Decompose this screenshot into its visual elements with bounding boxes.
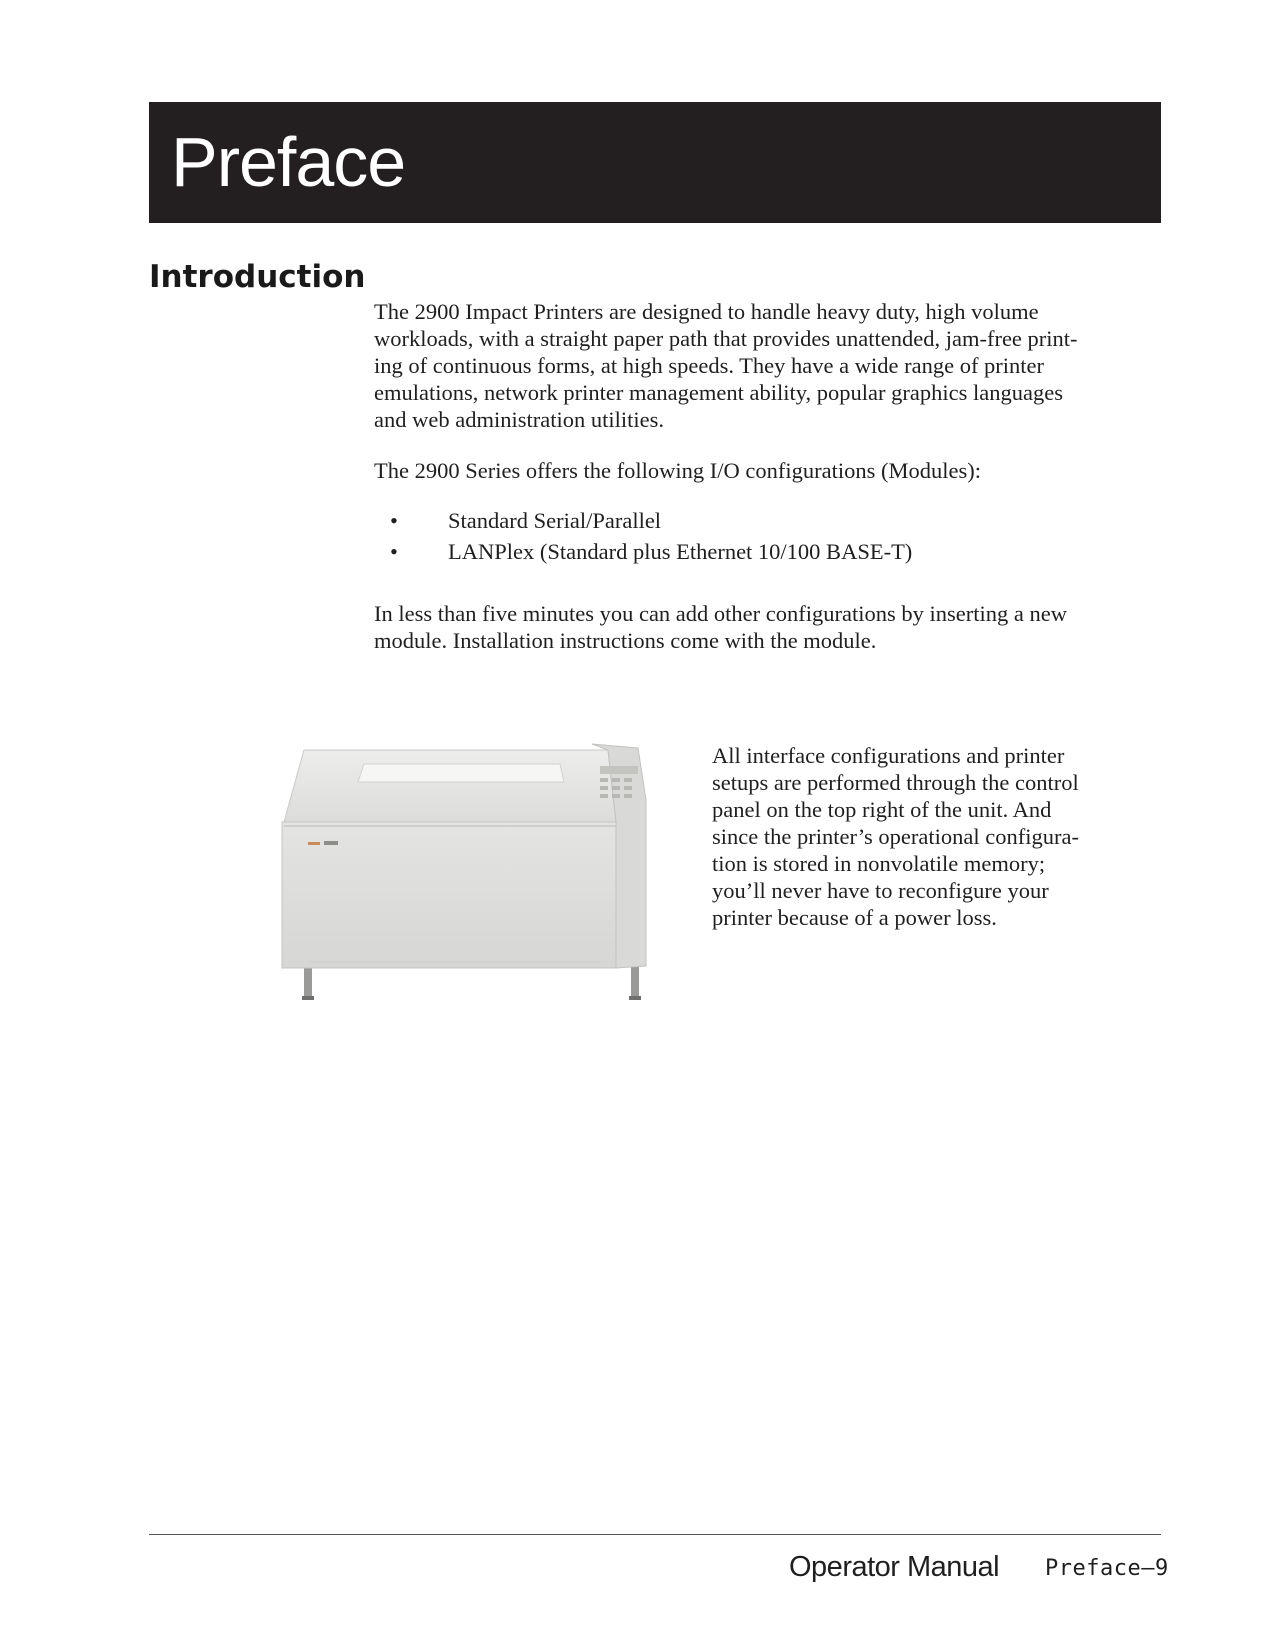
footer-manual-title: Operator Manual [789, 1551, 1000, 1583]
bullet-icon: • [390, 539, 398, 564]
side-line: since the printer’s operational configura- [712, 824, 1079, 849]
configuration-label: Standard Serial/Parallel [448, 508, 662, 533]
intro-line: workloads, with a straight paper path that provides unattended, jam-free print- [374, 326, 1078, 351]
side-line: printer because of a power loss. [712, 905, 997, 930]
side-line: tion is stored in nonvolatile memory; [712, 851, 1046, 876]
intro-line: emulations, network printer management ability, popular graphics languages [374, 380, 1063, 405]
module-line: module. Installation instructions come with the module. [374, 628, 877, 653]
intro-line: and web administration utilities. [374, 407, 664, 432]
intro-line: The 2900 Impact Printers are designed to handle heavy duty, high volume [374, 299, 1039, 324]
module-line: In less than five minutes you can add other configurations by inserting a new [374, 601, 1067, 626]
footer-divider [149, 1534, 1161, 1535]
chapter-banner [149, 102, 1161, 223]
intro-line: ing of continuous forms, at high speeds. They have a wide range of printer [374, 353, 1045, 378]
bullet-icon: • [390, 508, 398, 533]
chapter-title: Preface [171, 123, 406, 201]
side-line: setups are performed through the control [712, 770, 1079, 795]
side-line: you’ll never have to reconfigure your [712, 878, 1049, 903]
side-line: All interface configurations and printer [712, 743, 1065, 768]
side-line: panel on the top right of the unit. And [712, 797, 1052, 822]
footer-page-number: Preface–9 [1045, 1556, 1169, 1581]
section-heading: Introduction [149, 259, 366, 295]
config-lead-paragraph: The 2900 Series offers the following I/O configurations (Modules): [374, 458, 981, 483]
module-paragraph [374, 600, 1154, 654]
impact-printer-icon [278, 742, 663, 1004]
configuration-label: LANPlex (Standard plus Ethernet 10/100 BASE-T) [448, 539, 913, 564]
intro-paragraph [374, 298, 1154, 433]
control-panel-paragraph [712, 742, 1142, 931]
